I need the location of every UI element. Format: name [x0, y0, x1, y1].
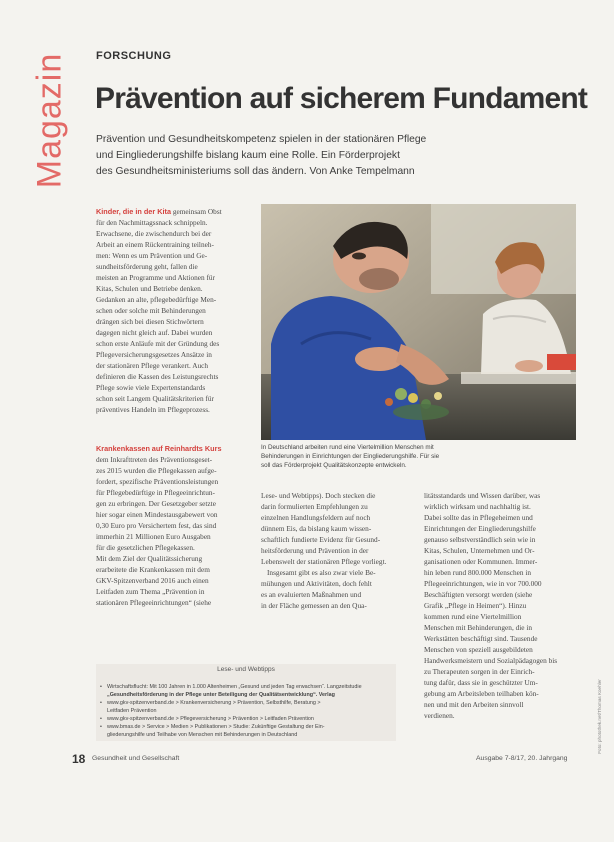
body-line: dagegen nicht gleich auf. Dabei wurden: [96, 328, 213, 337]
tips-line: Wirtschaftsflucht: Mit 100 Jahren in 1.000 Altenheimen „Gesund und jeden Tag erwachsen“. Langzeitstudie: [107, 684, 362, 690]
section-label-text: Magazin: [30, 52, 69, 188]
intro-text: gemeinsam Obst: [172, 207, 222, 216]
body-line: drängen sich bei diesen Stichwörtern: [96, 317, 204, 326]
body-line: darin formulierten Empfehlungen zu: [261, 502, 368, 511]
column-3: [424, 490, 580, 721]
body-line: einzelnen Handlungsfeldern auf noch: [261, 513, 371, 522]
body-line: Werkstätten beschäftigt sind. Tausende: [424, 634, 538, 643]
intro-lead: Kinder, die in der Kita: [96, 207, 172, 216]
workshop-photo-illustration: [261, 204, 576, 440]
body-line: wirklich wirksam und nachhaltig ist.: [424, 502, 531, 511]
lead-paragraph: [96, 132, 576, 180]
body-line: Leitfaden zum Thema „Prävention in: [96, 587, 205, 596]
body-line: genauso selbstverständlich sein wie in: [424, 535, 536, 544]
body-line: dünnem Eis, da bislang kaum wissen-: [261, 524, 372, 533]
body-line: schen oder solche mit Behinderungen: [96, 306, 206, 315]
body-line: hier sogar einen Mindestausgabewert von: [96, 510, 218, 519]
issue-info: Ausgabe 7-8/17, 20. Jahrgang: [476, 755, 568, 762]
caption-line: Behinderungen in Einrichtungen der Eingliederungshilfe. Für sie: [261, 453, 440, 460]
tips-item-text: [107, 723, 325, 739]
body-line: GKV-Spitzenverband 2016 auch einen: [96, 576, 209, 585]
photo-caption: [261, 443, 576, 470]
body-line: immerhin 21 Millionen Euro Ausgaben: [96, 532, 211, 541]
body-line: schon seit Langem Qualitätskriterien für: [96, 394, 214, 403]
column-2: [261, 490, 413, 611]
bullet-icon: •: [100, 700, 102, 706]
body-line: schaftlich fundierte Evidenz für Gesund-: [261, 535, 381, 544]
body-line: zes 2015 wurden die Pflegekassen aufge-: [96, 466, 217, 475]
body-line: der stationären Pflege verankert. Auch: [96, 361, 209, 370]
body-line: men: Wenn es um Prävention und Ge-: [96, 251, 208, 260]
bullet-icon: •: [100, 716, 102, 722]
body-line: verdienen.: [424, 711, 455, 720]
body-line: tung dafür, dass sie in geschützter Um-: [424, 678, 538, 687]
publication-title: Gesundheit und Gesellschaft: [92, 755, 180, 762]
body-line: Erwachsene, die zwischendurch bei der: [96, 229, 212, 238]
column-1-part-2: [96, 443, 254, 608]
lead-line: Prävention und Gesundheitskompetenz spielen in der stationären Pflege: [96, 134, 427, 145]
page-footer: [72, 752, 582, 768]
tips-list-item: [100, 723, 392, 739]
tips-link[interactable]: www.gkv-spitzenverband.de > Pflegeversicherung > Prävention > Leitfaden Prävention: [107, 716, 314, 722]
body-line: stationären Pflegeeinrichtungen“ (siehe: [96, 598, 212, 607]
tips-line: „Gesundheitsförderung in der Pflege unter Beteiligung der Qualitätsentwicklung“. Verlag: [107, 692, 335, 698]
headline: Prävention auf sicherem Fundament: [95, 82, 588, 115]
photo-credit-text: Foto: photothek.net/Thomas Koehler: [596, 678, 602, 754]
tips-list-item: [100, 715, 392, 723]
body-line: Dabei sollte das in Pflegeheimen und: [424, 513, 533, 522]
body-line: Grafik „Pflege in Heimen“). Hinzu: [424, 601, 527, 610]
lead-line: und Eingliederungshilfe bislang kaum eine Rolle. Ein Förderprojekt: [96, 150, 400, 161]
bullet-icon: •: [100, 684, 102, 690]
body-line: [96, 443, 254, 454]
body-line: mühungen und Aktivitäten, doch fehlt: [261, 579, 372, 588]
body-line: heitsförderung und Prävention in der: [261, 546, 369, 555]
body-line: litätsstandards und Wissen darüber, was: [424, 491, 541, 500]
body-line: Mit dem Ziel der Qualitätssicherung: [96, 554, 203, 563]
body-line: Einrichtungen der Eingliederungshilfe: [424, 524, 536, 533]
bullet-icon: •: [100, 724, 102, 730]
body-line: Handwerksmeistern und Sozialpädagogen bis: [424, 656, 558, 665]
body-line: [96, 206, 254, 217]
lead-line: des Gesundheitsministeriums soll das ändern. Von Anke Tempelmann: [96, 166, 415, 177]
tips-item-text: [107, 715, 314, 723]
body-line: dem Inkrafttreten des Präventionsgeset-: [96, 455, 213, 464]
tips-box-title: Lese- und Webtipps: [217, 666, 275, 673]
body-line: 0,30 Euro pro Versichertem fest, das sind: [96, 521, 217, 530]
body-line: Lebenswelt der stationären Pflege vorliegt.: [261, 557, 387, 566]
body-line: für Pflegebedürftige in Pflegeeinrichtun-: [96, 488, 215, 497]
body-line: erarbeitete die Krankenkassen mit dem: [96, 565, 210, 574]
body-line: Arbeit an einem Rückentraining teilneh-: [96, 240, 214, 249]
body-line: definieren die Kassen des Leistungsrechts: [96, 372, 219, 381]
body-line: fordert, spezifische Präventionsleistungen: [96, 477, 219, 486]
body-line: Kitas, Schulen, Unternehmen und Or-: [424, 546, 535, 555]
subhead-rest: auf Reinhardts Kurs: [151, 444, 222, 453]
body-line: gen zu erbringen. Der Gesetzgeber setzte: [96, 499, 216, 508]
body-line: Insgesamt gibt es also zwar viele Be-: [267, 568, 376, 577]
body-line: für den Nachmittagssnack schnippeln.: [96, 218, 208, 227]
tips-link[interactable]: www.gkv-spitzenverband.de > Krankenversicherung > Prävention, Selbsthilfe, Beratung >: [107, 700, 321, 706]
body-line: gebung am Arbeitsleben teilhaben kön-: [424, 689, 539, 698]
body-line: Pflege sowie viele Expertenstandards: [96, 383, 206, 392]
body-line: Kitas, Schulen und Betriebe denken.: [96, 284, 203, 293]
tips-list-item: [100, 699, 392, 715]
body-line: Pflegeeinrichtungen, wie in vor 700.000: [424, 579, 542, 588]
tips-line: gliederungshilfe und Teilhabe von Menschen mit Behinderungen in Deutschland: [107, 732, 298, 738]
body-line: schon erste Anläufe mit der Gründung des: [96, 339, 220, 348]
body-line: hin leben rund 800.000 Menschen in: [424, 568, 532, 577]
article-photo: [261, 204, 576, 440]
photo-credit: [594, 666, 604, 766]
body-line: Lese- und Webtipps). Doch stecken die: [261, 491, 376, 500]
body-line: Menschen mit Behinderungen, die in: [424, 623, 533, 632]
body-line: kommen rund eine Viertelmillion: [424, 612, 522, 621]
body-line: nen und mit den Arbeiten sinnvoll: [424, 700, 524, 709]
caption-line: soll das Förderprojekt Qualitätskonzepte entwickeln.: [261, 462, 407, 469]
page-number: 18: [72, 752, 86, 766]
body-line: präventives Handeln im Pflegeprozess.: [96, 405, 210, 414]
body-line: sundheitsförderung geht, fallen die: [96, 262, 198, 271]
body-line: ganisationen oder Kommunen. Immer-: [424, 557, 538, 566]
body-line: Gedanken an alte, pflegebedürftige Men-: [96, 295, 217, 304]
body-line: meisten an Programme und Aktionen für: [96, 273, 215, 282]
tips-list: [100, 683, 392, 739]
subhead-lead: Krankenkassen: [96, 444, 150, 453]
column-1-part-1: [96, 206, 254, 415]
body-line: Beschäftigten versorgt werden (siehe: [424, 590, 533, 599]
body-line: Menschen von speziell ausgebildeten: [424, 645, 533, 654]
tips-line: Leitfaden Prävention: [107, 708, 157, 714]
body-line: es an evaluierten Maßnahmen und: [261, 590, 362, 599]
caption-line: In Deutschland arbeiten rund eine Viertelmillion Menschen mit: [261, 444, 434, 451]
tips-link[interactable]: www.bmas.de > Service > Medien > Publikationen > Studie: Zukünftige Gestaltung der Ein-: [107, 724, 325, 730]
tips-item-text: [107, 683, 362, 699]
body-line: in der Fläche gemessen an den Qua-: [261, 601, 367, 610]
section-label: [30, 40, 70, 200]
body-line: zu Therapeuten sorgen in der Einrich-: [424, 667, 535, 676]
body-line: für die gesetzlichen Pflegekassen.: [96, 543, 195, 552]
tips-list-item: [100, 683, 392, 699]
tips-item-text: [107, 699, 321, 715]
kicker: FORSCHUNG: [96, 50, 172, 62]
body-line: Pflegeversicherungsgesetzes Ansätze in: [96, 350, 212, 359]
